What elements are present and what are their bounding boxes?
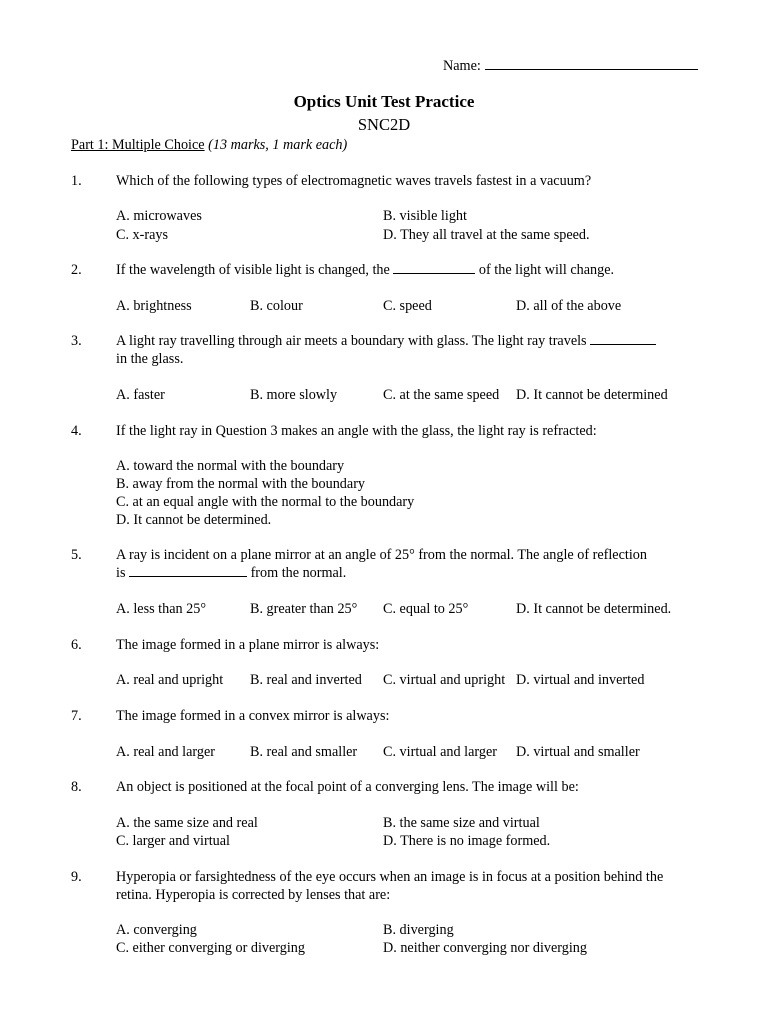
option: C. either converging or diverging xyxy=(116,940,305,956)
option: B. more slowly xyxy=(250,387,338,403)
page-title: Optics Unit Test Practice xyxy=(293,92,475,111)
question-number: 4. xyxy=(71,423,82,439)
option: A. the same size and real xyxy=(116,815,258,831)
option: C. at the same speed xyxy=(383,387,500,403)
answer-blank xyxy=(129,564,247,577)
question-text: Hyperopia or farsightedness of the eye occurs when an image is in focus at a position behind the xyxy=(116,869,664,885)
question-text xyxy=(116,332,656,350)
option: D. They all travel at the same speed. xyxy=(383,227,590,243)
option: B. diverging xyxy=(383,922,454,938)
option: D. It cannot be determined. xyxy=(116,512,272,528)
question-text-start: If the wavelength of visible light is changed, the xyxy=(116,262,390,278)
question-number: 9. xyxy=(71,869,82,885)
option: D. all of the above xyxy=(516,298,622,314)
question-text: A ray is incident on a plane mirror at an angle of 25° from the normal. The angle of reflection xyxy=(116,547,647,563)
question-text: Which of the following types of electromagnetic waves travels fastest in a vacuum? xyxy=(116,173,592,189)
option: B. greater than 25° xyxy=(250,601,358,617)
option: C. speed xyxy=(383,298,432,314)
option: A. real and larger xyxy=(116,744,216,760)
question-number: 3. xyxy=(71,333,82,349)
question-text xyxy=(116,261,614,279)
option: A. converging xyxy=(116,922,197,938)
option: C. virtual and larger xyxy=(383,744,497,760)
question-number: 2. xyxy=(71,262,82,278)
question-text-end: of the light will change. xyxy=(478,262,615,278)
question-text-end: from the normal. xyxy=(250,565,347,581)
answer-blank xyxy=(393,261,475,274)
option: C. equal to 25° xyxy=(383,601,469,617)
option: A. brightness xyxy=(116,298,192,314)
name-label: Name: xyxy=(443,58,481,74)
question-text-start: A light ray travelling through air meets a boundary with glass. The light ray travels xyxy=(116,333,587,349)
option: D. It cannot be determined xyxy=(516,387,668,403)
question-number: 1. xyxy=(71,173,82,189)
option: B. real and smaller xyxy=(250,744,358,760)
option: D. neither converging nor diverging xyxy=(383,940,587,956)
question-text: An object is positioned at the focal point of a converging lens. The image will be: xyxy=(116,779,579,795)
question-text-start: is xyxy=(116,565,126,581)
question-text: The image formed in a convex mirror is always: xyxy=(116,708,390,724)
option: A. less than 25° xyxy=(116,601,207,617)
option: D. virtual and inverted xyxy=(516,672,645,688)
part-note: (13 marks, 1 mark each) xyxy=(208,137,348,153)
question-text-line2 xyxy=(116,564,346,582)
option: B. colour xyxy=(250,298,303,314)
question-number: 5. xyxy=(71,547,82,563)
option: A. real and upright xyxy=(116,672,224,688)
option: C. x-rays xyxy=(116,227,169,243)
question-number: 6. xyxy=(71,637,82,653)
name-blank-line[interactable] xyxy=(485,56,698,70)
option: D. There is no image formed. xyxy=(383,833,551,849)
part-label: Part 1: Multiple Choice xyxy=(71,137,205,153)
option: C. virtual and upright xyxy=(383,672,506,688)
option: B. the same size and virtual xyxy=(383,815,540,831)
option: B. away from the normal with the boundary xyxy=(116,476,366,492)
option: D. virtual and smaller xyxy=(516,744,640,760)
option: A. faster xyxy=(116,387,165,403)
option: B. visible light xyxy=(383,208,467,224)
option: A. microwaves xyxy=(116,208,202,224)
question-text-line2: in the glass. xyxy=(116,351,184,367)
question-number: 7. xyxy=(71,708,82,724)
question-text: The image formed in a plane mirror is always: xyxy=(116,637,380,653)
question-text: If the light ray in Question 3 makes an angle with the glass, the light ray is refracted: xyxy=(116,423,597,439)
option: D. It cannot be determined. xyxy=(516,601,672,617)
option: B. real and inverted xyxy=(250,672,362,688)
answer-blank xyxy=(590,332,656,345)
course-code: SNC2D xyxy=(357,115,411,134)
section-heading xyxy=(71,136,347,154)
name-field xyxy=(443,56,698,75)
question-number: 8. xyxy=(71,779,82,795)
option: C. larger and virtual xyxy=(116,833,230,849)
option: C. at an equal angle with the normal to the boundary xyxy=(116,494,415,510)
question-text-line2: retina. Hyperopia is corrected by lenses that are: xyxy=(116,887,391,903)
option: A. toward the normal with the boundary xyxy=(116,458,345,474)
